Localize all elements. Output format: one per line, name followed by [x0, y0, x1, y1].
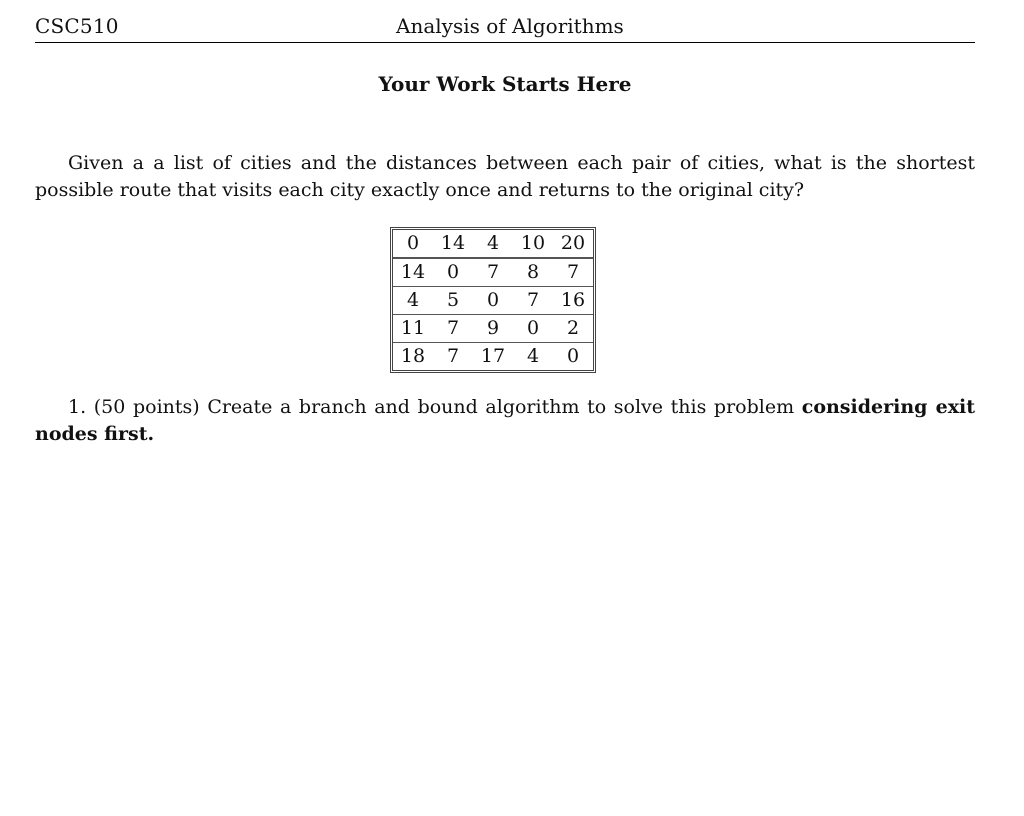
matrix-row: [393, 258, 593, 286]
matrix-row: [393, 314, 593, 342]
problem-statement: Given a a list of cities and the distances between each pair of cities, what is the shortest possible route that visits each city exactly once and returns to the original city?: [35, 152, 975, 201]
matrix-cell: 5: [433, 286, 473, 314]
matrix-cell: 2: [553, 314, 593, 342]
matrix-cell: 0: [433, 258, 473, 286]
matrix-cell: 7: [433, 342, 473, 370]
course-code: CSC510: [35, 14, 119, 38]
matrix-row: [393, 342, 593, 370]
matrix-cell: 20: [553, 230, 593, 258]
matrix-cell: 14: [393, 258, 433, 286]
matrix-cell: 7: [433, 314, 473, 342]
task-number: 1.: [68, 396, 87, 418]
matrix-cell: 0: [553, 342, 593, 370]
matrix-cell: 4: [513, 342, 553, 370]
task-text: Create a branch and bound algorithm to solve this problem: [207, 396, 795, 418]
matrix-cell: 9: [473, 314, 513, 342]
matrix-cell: 14: [433, 230, 473, 258]
page-header: [35, 12, 975, 43]
matrix-row: [393, 286, 593, 314]
task-item: [35, 394, 975, 448]
matrix-cell: 10: [513, 230, 553, 258]
matrix-cell: 4: [393, 286, 433, 314]
section-title: Your Work Starts Here: [378, 72, 632, 96]
matrix-cell: 7: [553, 258, 593, 286]
matrix-cell: 8: [513, 258, 553, 286]
matrix-cell: 17: [473, 342, 513, 370]
matrix-cell: 0: [393, 230, 433, 258]
matrix-cell: 7: [473, 258, 513, 286]
matrix-cell: 0: [513, 314, 553, 342]
matrix-cell: 0: [473, 286, 513, 314]
distance-matrix: [390, 227, 596, 373]
matrix-row: [393, 230, 593, 258]
matrix-cell: 18: [393, 342, 433, 370]
matrix-cell: 7: [513, 286, 553, 314]
matrix-cell: 11: [393, 314, 433, 342]
task-points: (50 points): [93, 396, 200, 418]
matrix-cell: 16: [553, 286, 593, 314]
distance-matrix-table: [390, 227, 596, 373]
matrix-cell: 4: [473, 230, 513, 258]
course-title: Analysis of Algorithms: [396, 14, 624, 38]
task-emphasis: considering exit nodes first.: [35, 396, 976, 445]
